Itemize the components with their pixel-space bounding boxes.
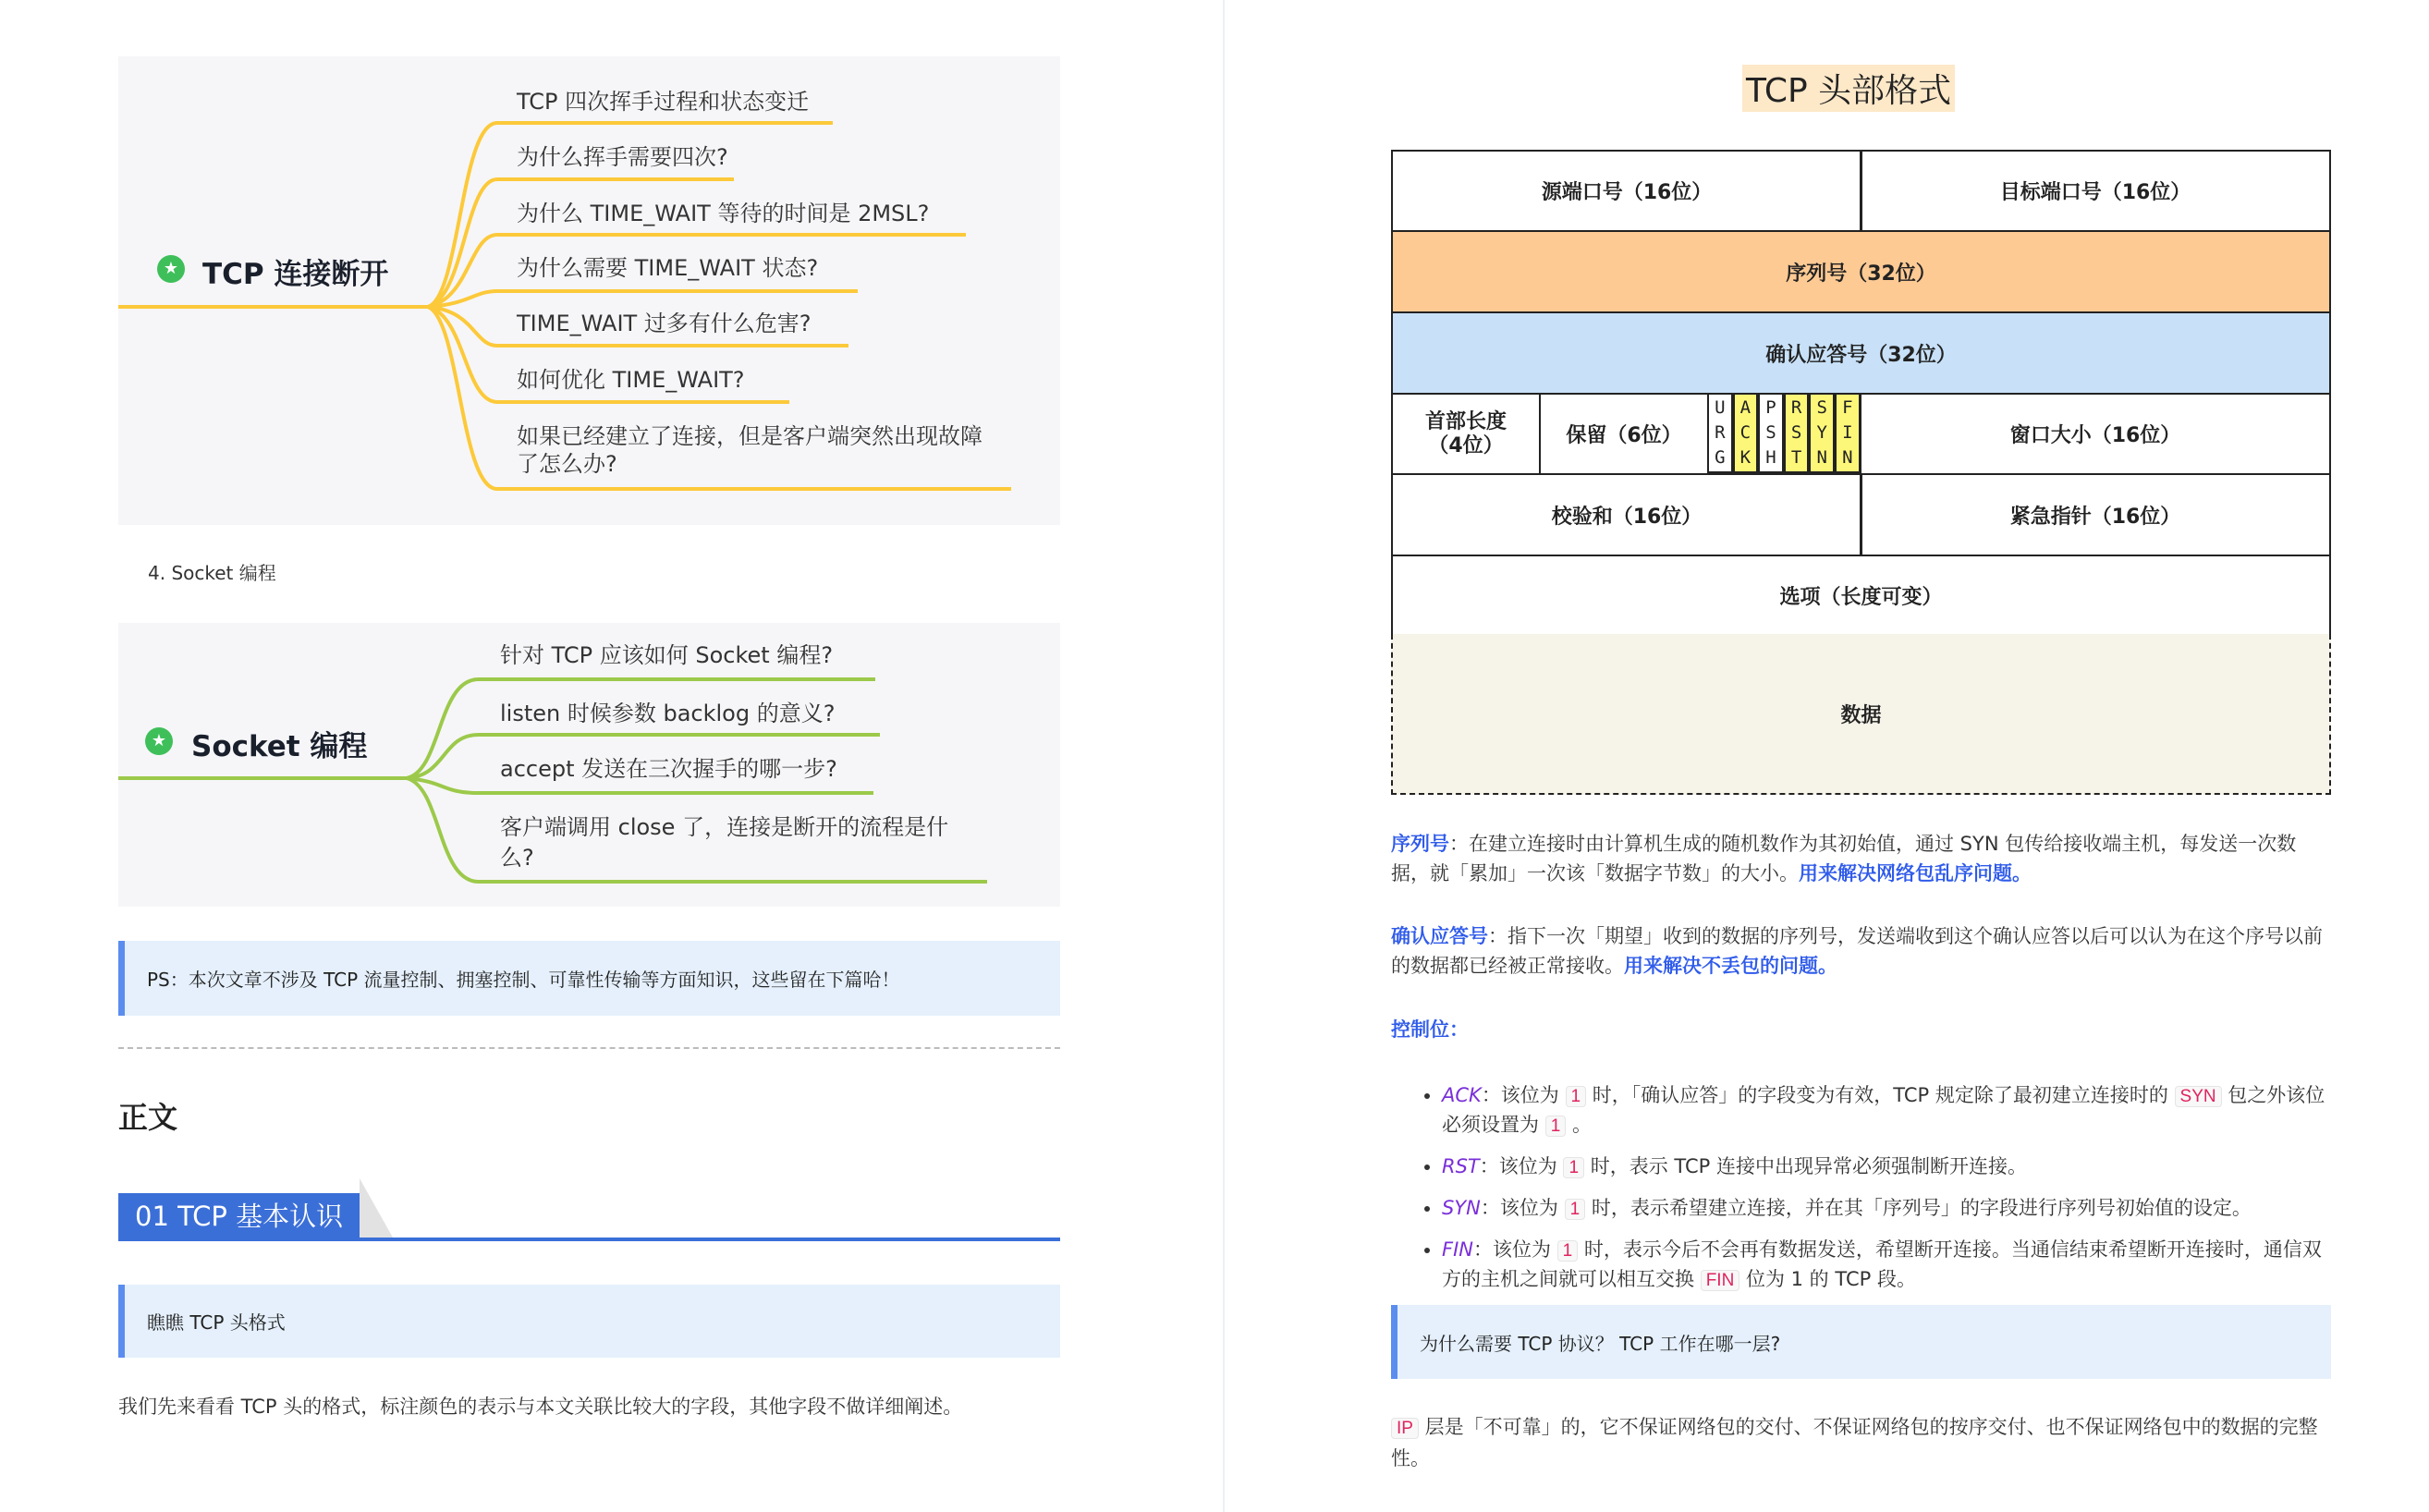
mindmap-item: 为什么需要 TIME_WAIT 状态? bbox=[517, 255, 819, 281]
text: 。 bbox=[1566, 1114, 1592, 1136]
flag-label: FIN bbox=[1842, 397, 1853, 468]
ip-paragraph bbox=[1391, 1412, 2334, 1473]
text: 包之外该位必须设置为 bbox=[1442, 1084, 2325, 1136]
star-icon: ★ bbox=[145, 727, 173, 755]
header-length-label: 首部长度 bbox=[1424, 409, 1507, 433]
inline-code: 1 bbox=[1563, 1157, 1584, 1178]
mindmap-item: accept 发送在三次握手的哪一步? bbox=[500, 756, 837, 782]
flag-urg bbox=[1707, 393, 1733, 473]
mindmap-item: 了怎么办? bbox=[517, 451, 617, 477]
flag-name: SYN bbox=[1442, 1197, 1481, 1219]
inline-code: IP bbox=[1391, 1418, 1419, 1439]
mindmap-tcp-disconnect bbox=[118, 56, 1060, 525]
text: ：该位为 bbox=[1480, 1197, 1565, 1219]
seq-paragraph bbox=[1391, 829, 2334, 888]
header-length-bits: （4位） bbox=[1428, 433, 1504, 457]
seq-term: 序列号 bbox=[1391, 833, 1449, 855]
mindmap-item: 么? bbox=[500, 845, 534, 871]
mindmap-item: 如果已经建立了连接，但是客户端突然出现故障 bbox=[517, 423, 983, 449]
inline-code: 1 bbox=[1557, 1240, 1579, 1262]
mindmap-socket bbox=[118, 623, 1060, 907]
seq-emphasis: 用来解决网络包乱序问题。 bbox=[1799, 862, 2032, 884]
control-bits-label: 控制位： bbox=[1391, 1018, 1469, 1041]
section-heading: 01 TCP 基本认识 bbox=[118, 1193, 360, 1239]
ack-paragraph bbox=[1391, 921, 2334, 981]
callout-why-tcp bbox=[1391, 1305, 2331, 1379]
flag-label: URG bbox=[1715, 397, 1726, 468]
flag-name: FIN bbox=[1442, 1238, 1473, 1261]
text: 时，表示 TCP 连接中出现异常必须强制断开连接。 bbox=[1584, 1155, 2027, 1177]
mindmap-root: TCP 连接断开 bbox=[202, 258, 389, 291]
text: ：该位为 bbox=[1472, 1238, 1557, 1261]
section-heading-shadow bbox=[360, 1178, 393, 1238]
inline-code: 1 bbox=[1566, 1086, 1587, 1107]
section-caption: 4. Socket 编程 bbox=[148, 562, 276, 584]
mindmap-item: 如何优化 TIME_WAIT? bbox=[517, 367, 745, 393]
flag-name: RST bbox=[1442, 1155, 1480, 1177]
diagram-title: TCP 头部格式 bbox=[1742, 65, 1955, 112]
field-reserved: 保留（6位） bbox=[1539, 393, 1709, 475]
divider bbox=[118, 1047, 1060, 1049]
column-divider bbox=[1223, 0, 1225, 1512]
ps-note bbox=[118, 941, 1060, 1016]
ps-note-text: PS：本次文章不涉及 TCP 流量控制、拥塞控制、可靠性传输等方面知识，这些留在下篇哈！ bbox=[147, 969, 900, 991]
mindmap-item: TIME_WAIT 过多有什么危害? bbox=[517, 311, 812, 336]
mindmap-item: 为什么 TIME_WAIT 等待的时间是 2MSL? bbox=[517, 201, 930, 226]
flag-name: ACK bbox=[1442, 1084, 1482, 1106]
list-item bbox=[1442, 1236, 2334, 1295]
inline-code: SYN bbox=[2175, 1086, 2222, 1107]
callout-text: 瞧瞧 TCP 头格式 bbox=[147, 1311, 286, 1334]
list-item bbox=[1442, 1152, 2334, 1182]
mindmap-item: 为什么挥手需要四次? bbox=[517, 144, 728, 170]
inline-code: FIN bbox=[1701, 1270, 1740, 1291]
flag-label: RST bbox=[1790, 397, 1802, 468]
flag-rst bbox=[1784, 393, 1810, 473]
field-src-port: 源端口号（16位） bbox=[1391, 150, 1862, 232]
callout-tcp-header bbox=[118, 1285, 1060, 1358]
ack-emphasis: 用来解决不丢包的问题。 bbox=[1624, 955, 1837, 977]
mindmap-item: listen 时候参数 backlog 的意义? bbox=[500, 701, 836, 726]
field-checksum: 校验和（16位） bbox=[1391, 473, 1862, 556]
text: 时，表示希望建立连接，并在其「序列号」的字段进行序列号初始值的设定。 bbox=[1585, 1197, 2252, 1219]
seq-text: ：在建立连接时由计算机生成的随机数作为其初始值，通过 SYN 包传给接收端主机，每发送一次数据，就「累加」一次该「数据字节数」的大小。 bbox=[1391, 833, 2297, 884]
mindmap-root: Socket 编程 bbox=[191, 730, 368, 763]
flag-ack bbox=[1733, 393, 1759, 473]
flag-label: ACK bbox=[1739, 397, 1752, 468]
text: 层是「不可靠」的，它不保证网络包的交付、不保证网络包的按序交付、也不保证网络包中的数据的完整性。 bbox=[1391, 1416, 2318, 1469]
field-data: 数据 bbox=[1391, 634, 2331, 795]
field-dst-port: 目标端口号（16位） bbox=[1860, 150, 2331, 232]
flag-label: PSH bbox=[1765, 397, 1776, 468]
field-ack: 确认应答号（32位） bbox=[1391, 311, 2331, 395]
field-header-length bbox=[1391, 393, 1541, 475]
text: ：该位为 bbox=[1479, 1155, 1564, 1177]
mindmap-item: 针对 TCP 应该如何 Socket 编程? bbox=[500, 642, 834, 668]
text: ：该位为 bbox=[1481, 1084, 1566, 1106]
text: 时，「确认应答」的字段变为有效，TCP 规定除了最初建立连接时的 bbox=[1586, 1084, 2175, 1106]
list-item bbox=[1442, 1194, 2334, 1224]
flag-label: SYN bbox=[1816, 397, 1827, 468]
intro-paragraph: 我们先来看看 TCP 头的格式，标注颜色的表示与本文关联比较大的字段，其他字段不做详细阐述。 bbox=[118, 1396, 963, 1418]
field-seq: 序列号（32位） bbox=[1391, 230, 2331, 313]
main-heading: 正文 bbox=[118, 1100, 178, 1135]
flag-syn bbox=[1809, 393, 1835, 473]
flag-fin bbox=[1835, 393, 1861, 473]
ack-text: ：指下一次「期望」收到的数据的序列号，发送端收到这个确认应答以后可以认为在这个序号以前的数据都已经被正常接收。 bbox=[1391, 925, 2323, 977]
inline-code: 1 bbox=[1565, 1199, 1586, 1220]
flag-psh bbox=[1758, 393, 1784, 473]
control-bits-list bbox=[1391, 1081, 2334, 1307]
field-urgent-pointer: 紧急指针（16位） bbox=[1860, 473, 2331, 556]
list-item bbox=[1442, 1081, 2334, 1140]
branch-line bbox=[428, 291, 858, 307]
field-window: 窗口大小（16位） bbox=[1860, 393, 2331, 475]
mindmap-item: TCP 四次挥手过程和状态变迁 bbox=[517, 89, 810, 115]
callout-text: 为什么需要 TCP 协议？ TCP 工作在哪一层? bbox=[1420, 1332, 1781, 1355]
text: 时，表示今后不会再有数据发送，希望断开连接。当通信结束希望断开连接时，通信双方的主机之间就可以相互交换 bbox=[1442, 1238, 2322, 1290]
mindmap-item: 客户端调用 close 了，连接是断开的流程是什 bbox=[500, 814, 949, 840]
field-options: 选项（长度可变） bbox=[1391, 555, 2331, 636]
star-icon: ★ bbox=[157, 255, 185, 283]
text: 位为 1 的 TCP 段。 bbox=[1739, 1268, 1916, 1290]
ack-term: 确认应答号 bbox=[1391, 925, 1488, 947]
inline-code: 1 bbox=[1545, 1116, 1567, 1137]
